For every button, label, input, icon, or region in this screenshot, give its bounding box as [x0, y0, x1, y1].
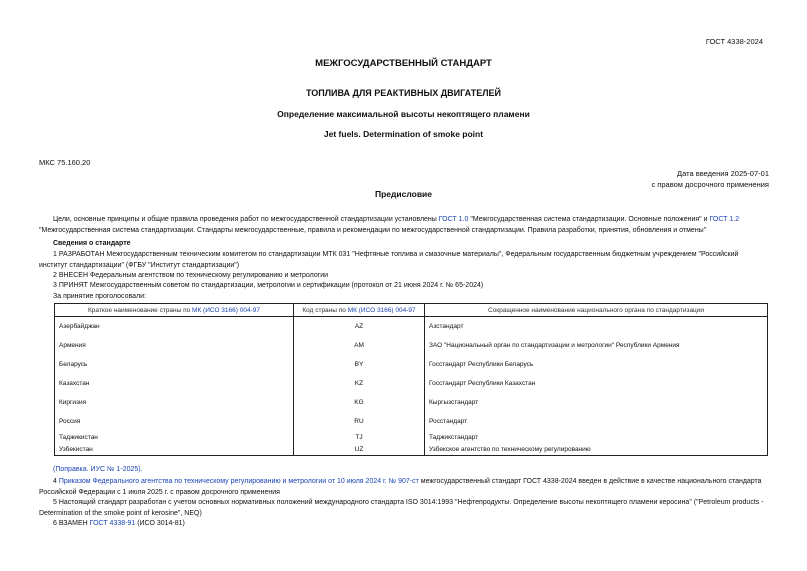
voted-label: За принятие проголосовали:	[53, 293, 146, 300]
header-country-text: Краткое наименование страны по	[88, 306, 193, 314]
amendment-link[interactable]: (Поправка. ИУС № 1-2025).	[53, 466, 143, 473]
standard-type: МЕЖГОСУДАРСТВЕННЫЙ СТАНДАРТ	[315, 58, 492, 69]
effective-date-line: Дата введения 2025-07-01	[677, 169, 769, 178]
national-body-cell: Кыргызстандарт	[425, 393, 768, 412]
country-cell: Казахстан	[55, 374, 294, 393]
mk-iso-3166-link[interactable]: МК (ИСО 3166) 004-97	[192, 306, 260, 314]
effective-date	[651, 168, 769, 190]
table-row	[55, 374, 768, 393]
gost-1-2-link[interactable]: ГОСТ 1.2	[709, 216, 740, 223]
country-cell: Азербайджан	[55, 317, 294, 337]
header-national-body: Сокращенное наименование национального органа по стандартизации	[425, 304, 768, 317]
national-body-cell: Госстандарт Республики Беларусь	[425, 355, 768, 374]
country-cell: Таджикистан	[55, 431, 294, 443]
item-2-introduced: 2 ВНЕСЕН Федеральным агентством по техническому регулированию и метрологии	[53, 272, 329, 279]
item-3-adopted: 3 ПРИНЯТ Межгосударственным советом по стандартизации, метрологии и сертификации (протокол от 21 июня 2024 г. № 65-2024)	[53, 282, 484, 289]
code-cell: KZ	[294, 374, 425, 393]
header-country-name	[55, 304, 294, 317]
code-cell: RU	[294, 412, 425, 431]
mks-code: МКС 75.160.20	[39, 158, 91, 167]
document-subtitle: Определение максимальной высоты некоптящего пламени	[277, 109, 530, 119]
mk-iso-3166-link[interactable]: МК (ИСО 3166) 004-97	[347, 306, 416, 314]
early-application-note: с правом досрочного применения	[651, 180, 769, 189]
item-4-order	[39, 477, 767, 498]
item-1-developed: 1 РАЗРАБОТАН Межгосударственным техническим комитетом по стандартизации МТК 031 "Нефтяные топлива и смазочные материалы", Федеральным государственным бюджетным учреждением "Российский институт стандартизации" (ФГБУ "Институт стандартизации")	[39, 251, 739, 269]
gost-4338-91-link[interactable]: ГОСТ 4338-91	[89, 520, 136, 527]
gost-1-0-link[interactable]: ГОСТ 1.0	[438, 216, 469, 223]
document-title: ТОПЛИВА ДЛЯ РЕАКТИВНЫХ ДВИГАТЕЛЕЙ	[305, 88, 502, 98]
national-body-cell: Росстандарт	[425, 412, 768, 431]
header-code-text: Код страны по	[302, 306, 348, 314]
country-cell: Армения	[55, 336, 294, 355]
table-row	[55, 431, 768, 443]
voting-states-table	[54, 303, 768, 456]
intro-text-a: Цели, основные принципы и общие правила проведения работ по межгосударственной стандартизации установлены	[53, 216, 439, 223]
code-cell: AZ	[294, 317, 425, 337]
national-body-cell: Таджикстандарт	[425, 431, 768, 443]
item-6-text-b: (ИСО 3014-81)	[135, 520, 185, 527]
country-cell: Беларусь	[55, 355, 294, 374]
item-6-replaces	[39, 519, 767, 530]
table-row	[55, 393, 768, 412]
table-row	[55, 412, 768, 431]
amendment-note	[39, 465, 767, 476]
info-heading: Сведения о стандарте	[53, 240, 131, 247]
table-row	[55, 443, 768, 456]
national-body-cell: Узбекское агентство по техническому регулированию	[425, 443, 768, 456]
table-header-row	[55, 304, 768, 317]
national-body-cell: Госстандарт Республики Казахстан	[425, 374, 768, 393]
code-cell: UZ	[294, 443, 425, 456]
national-body-cell: Азстандарт	[425, 317, 768, 337]
table-row	[55, 336, 768, 355]
code-cell: KG	[294, 393, 425, 412]
intro-text-b: "Межгосударственная система стандартизации. Основные положения" и	[468, 216, 710, 223]
table-row	[55, 355, 768, 374]
item-4-text: межгосударственный стандарт ГОСТ 4338-2024 введен в действие в качестве национального стандарта Российской Федерации с 1 июля 2025 г. с правом досрочного применения	[39, 478, 762, 496]
item-6-text-a: 6 ВЗАМЕН	[53, 520, 90, 527]
intro-paragraph	[39, 215, 767, 236]
country-cell: Киргизия	[55, 393, 294, 412]
table-row	[55, 317, 768, 337]
country-cell: Россия	[55, 412, 294, 431]
preface-heading: Предисловие	[374, 189, 433, 199]
code-cell: AM	[294, 336, 425, 355]
code-cell: BY	[294, 355, 425, 374]
intro-text-c: "Межгосударственная система стандартизации. Стандарты межгосударственные, правила и рекомендации по межгосударственной стандартизации. Правила разработки, принятия, обновления и отмены"	[39, 226, 707, 234]
item-5-iso-basis: 5 Настоящий стандарт разработан с учетом основных нормативных положений международного стандарта ISO 3014:1993 "Нефтепродукты. Определение высоты некоптящего пламени керосина" ("Petroleum products - Determination of the smoke point of kerosine", NEQ)	[39, 499, 764, 517]
header-country-code	[294, 304, 425, 317]
item-4-number: 4	[53, 478, 59, 485]
gost-code: ГОСТ 4338-2024	[705, 37, 763, 46]
country-cell: Узбекистан	[55, 443, 294, 456]
english-title: Jet fuels. Determination of smoke point	[323, 129, 484, 139]
code-cell: TJ	[294, 431, 425, 443]
national-body-cell: ЗАО "Национальный орган по стандартизации и метрологии" Республики Армения	[425, 336, 768, 355]
order-907-link[interactable]: Приказом Федерального агентства по техническому регулированию и метрологии от 10 июля 2024 г. № 907-ст	[58, 478, 419, 485]
